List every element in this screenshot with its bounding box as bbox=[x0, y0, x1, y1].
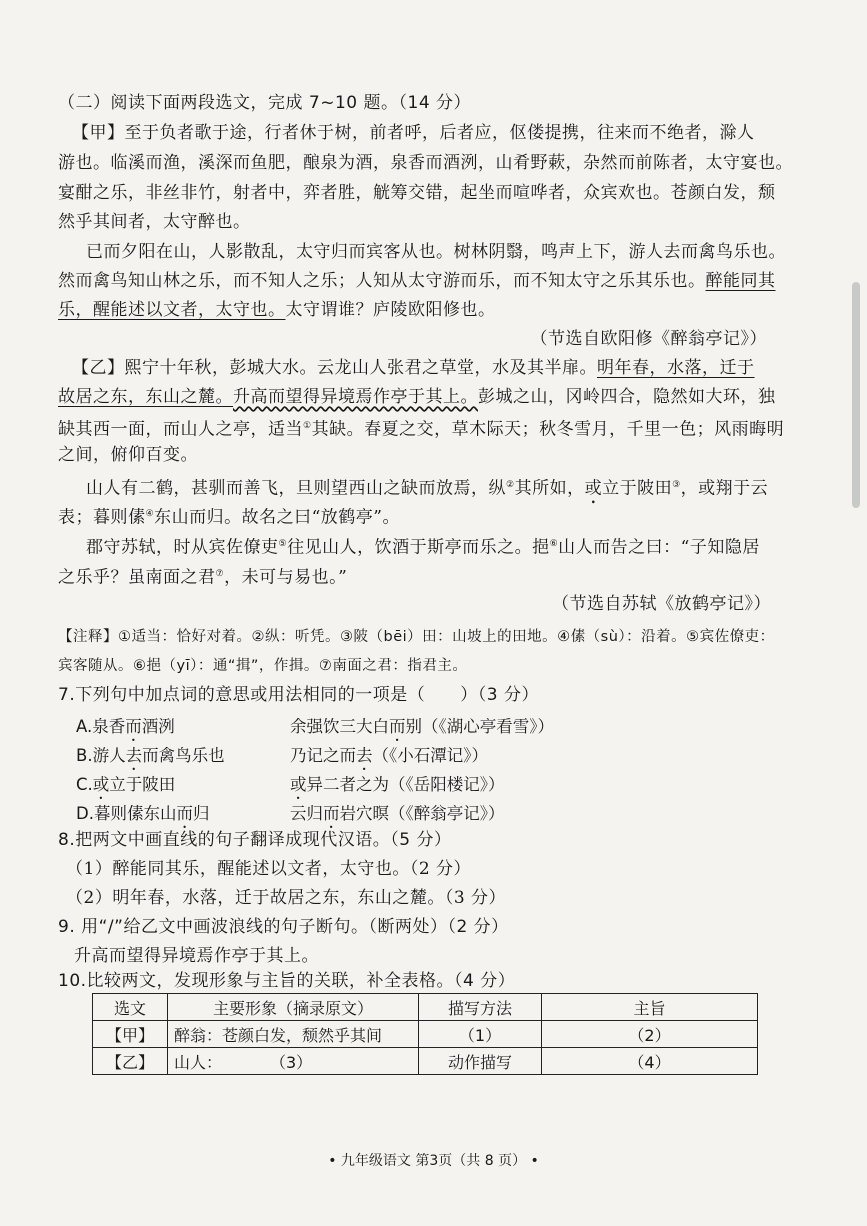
yi-p2-a: 山人有二鹤，甚驯而善飞，旦则望西山之缺而放焉，纵 bbox=[86, 478, 506, 499]
q7-option-d-left bbox=[76, 800, 209, 832]
q7-b-r-dotted: 去 bbox=[356, 746, 373, 765]
yi-p3-b: 往见山人，饮酒于斯亭而乐之。挹 bbox=[287, 537, 550, 558]
table-header-cell: 选文 bbox=[93, 994, 168, 1021]
scrollbar-thumb[interactable] bbox=[852, 282, 860, 508]
q7-c-pre: C. bbox=[76, 775, 93, 794]
jia-p2-line-2 bbox=[58, 270, 776, 292]
page-footer: • 九年级语文 第3页（共 8 页） • bbox=[328, 1153, 539, 1169]
table-cell: 醉翁：苍颜白发，颓然乎其间 bbox=[168, 1021, 419, 1048]
table-cell: 动作描写 bbox=[419, 1048, 542, 1075]
answer-blank[interactable]: （4） bbox=[542, 1048, 758, 1075]
note-ref-1: ① bbox=[303, 421, 312, 431]
q7-option-d-right bbox=[290, 800, 505, 832]
yi-p3-l2-a: 之乐乎？虽南面之君 bbox=[58, 567, 216, 588]
jia-p2-line-2-text: 然而禽鸟知山林之乐，而不知人之乐；人知从太守游而乐，而不知太守之乐其乐也。 bbox=[58, 271, 706, 291]
q7-d-pre: D.暮则傃东山 bbox=[76, 804, 177, 823]
q7-b-r-pre: 乃记之而 bbox=[290, 746, 356, 765]
q8-sub-1: （1）醉能同其乐，醒能述以文者，太守也。（2 分） bbox=[66, 859, 472, 879]
q7-option-a-left bbox=[76, 713, 175, 745]
yi-line-2 bbox=[58, 386, 776, 408]
yi-p3-c: 山人而告之曰：“子知隐居 bbox=[558, 537, 760, 558]
q7-c-r-post: 异二者之为（《岳阳楼记》） bbox=[306, 775, 505, 794]
q7-a-post: 酒洌 bbox=[141, 717, 175, 736]
yi-p3-l2-b: ，未可与易也。” bbox=[224, 567, 348, 588]
yi-p2-b: 其所如， bbox=[514, 478, 585, 499]
yi-underlined-part-2: 故居之东，东山之麓。 bbox=[58, 387, 233, 407]
q8-stem: 8.把两文中画直线的句子翻译成现代汉语。（5 分） bbox=[58, 830, 452, 850]
yi-wavy-sentence: 升高而望得异境焉作亭于其上。 bbox=[233, 387, 478, 407]
jia-p2-line-3 bbox=[58, 299, 496, 321]
yi-p2-d: 立于陂田 bbox=[602, 478, 673, 499]
note-ref-4: ④ bbox=[145, 509, 155, 519]
q7-b-pre: B.游人 bbox=[76, 746, 126, 765]
q7-option-c-right bbox=[290, 771, 505, 803]
yi-p3-line-2 bbox=[58, 563, 347, 589]
q7-d-r-pre: 云归 bbox=[290, 804, 323, 823]
yi-line-4: 之间，俯仰百变。 bbox=[58, 445, 198, 465]
dotted-word-huo: 或 bbox=[584, 478, 603, 499]
table-cell: 【乙】 bbox=[93, 1048, 168, 1075]
q7-d-r-dotted: 而 bbox=[323, 804, 340, 823]
q7-d-r-post: 岩穴暝（《醉翁亭记》） bbox=[339, 804, 505, 823]
table-header-cell: 主旨 bbox=[542, 994, 758, 1021]
q7-b-post: 而禽鸟乐也 bbox=[142, 746, 225, 765]
yi-line-3-b: 其缺。春夏之交，草木际天；秋冬雪月，千里一色；风雨晦明 bbox=[311, 419, 785, 440]
q7-a-pre: A.泉香 bbox=[76, 717, 126, 736]
yi-p3-line-1 bbox=[86, 533, 760, 559]
jia-line-4: 然乎其间者，太守醉也。 bbox=[58, 212, 251, 232]
q9-text: 升高而望得异境焉作亭于其上。 bbox=[74, 946, 319, 966]
table-header-cell: 主要形象（摘录原文） bbox=[168, 994, 419, 1021]
answer-blank[interactable]: 山人： （3） bbox=[168, 1048, 419, 1075]
table-header-cell: 描写方法 bbox=[419, 994, 542, 1021]
note-ref-5: ⑤ bbox=[278, 539, 288, 549]
jia-underlined-sentence-part-2: 乐，醒能述以文者，太守也。 bbox=[58, 300, 286, 320]
table-cell: 【甲】 bbox=[93, 1021, 168, 1048]
jia-p2-line-3-text: 太守谓谁？庐陵欧阳修也。 bbox=[285, 300, 496, 320]
yi-p2-e: ，或翔于云 bbox=[680, 478, 769, 499]
q7-a-r-pre: 余强饮三大白 bbox=[290, 717, 389, 736]
q7-b-dotted: 去 bbox=[125, 746, 143, 765]
note-ref-2: ② bbox=[506, 480, 515, 490]
q7-c-r-dotted: 或 bbox=[290, 775, 307, 794]
table-row bbox=[93, 1021, 758, 1048]
notes-line-1: 【注释】①适当：恰好对着。②纵：听凭。③陂（bēi）田：山坡上的田地。④傃（sù）：沿着。⑤宾佐僚吏： bbox=[58, 629, 775, 645]
q7-stem: 7.下列句中加点词的意思或用法相同的一项是（ ）（3 分） bbox=[58, 685, 539, 705]
yi-p3-a: 郡守苏轼，时从宾佐僚吏 bbox=[86, 537, 279, 558]
note-ref-7: ⑦ bbox=[215, 569, 225, 579]
q7-b-r-post: （《小石潭记》） bbox=[372, 746, 488, 765]
yi-line-1 bbox=[72, 357, 755, 379]
notes-line-2: 宾客随从。⑥挹（yī）：通“揖”，作揖。⑦南面之君：指君主。 bbox=[58, 658, 468, 674]
jia-line-3: 宴酣之乐，非丝非竹，射者中，弈者胜，觥筹交错，起坐而喧哗者，众宾欢也。苍颜白发，颓 bbox=[58, 183, 776, 203]
q7-a-dotted: 而 bbox=[125, 717, 142, 736]
q7-c-dotted: 或 bbox=[92, 775, 110, 794]
jia-p2-line-1: 已而夕阳在山，人影散乱，太守归而宾客从也。树林阴翳，鸣声上下，游人去而禽鸟乐也。 bbox=[86, 242, 786, 262]
q7-a-r-post: 别（《湖心亭看雪》） bbox=[405, 717, 554, 736]
yi-source: （节选自苏轼《放鹤亭记》） bbox=[552, 594, 771, 614]
table-row bbox=[93, 1048, 758, 1075]
yi-line-1-text: 【乙】熙宁十年秋，彭城大水。云龙山人张君之草堂，水及其半扉。 bbox=[72, 358, 597, 378]
yi-p2-line-2 bbox=[58, 503, 400, 529]
q7-option-b-left bbox=[76, 742, 225, 774]
q7-option-c-left bbox=[76, 771, 175, 803]
q7-d-dotted: 而 bbox=[176, 804, 193, 823]
answer-blank[interactable]: （2） bbox=[542, 1021, 758, 1048]
answer-blank[interactable]: （1） bbox=[419, 1021, 542, 1048]
yi-p2-l2-b: 东山而归。故名之曰“放鹤亭”。 bbox=[154, 507, 400, 528]
yi-underlined-part-1: 明年春，水落，迁于 bbox=[597, 358, 755, 378]
yi-p2-l2-a: 表；暮则傃 bbox=[58, 507, 146, 528]
yi-line-3 bbox=[58, 415, 784, 441]
jia-line-2: 游也。临溪而渔，溪深而鱼肥，酿泉为酒，泉香而酒洌，山肴野蔌，杂然而前陈者，太守宴也。 bbox=[58, 153, 793, 173]
q10-table bbox=[92, 993, 758, 1075]
q10-stem: 10.比较两文，发现形象与主旨的关联，补全表格。（4 分） bbox=[58, 971, 516, 991]
yi-line-2-text: 彭城之山，冈岭四合，隐然如大环，独 bbox=[478, 387, 776, 407]
note-ref-3: ③ bbox=[672, 480, 681, 490]
q7-option-a-right bbox=[290, 713, 554, 745]
jia-underlined-sentence-part-1: 醉能同其 bbox=[705, 271, 776, 291]
q7-a-r-dotted: 而 bbox=[389, 717, 406, 736]
q7-option-b-right bbox=[290, 742, 488, 774]
section-title: （二）阅读下面两段选文，完成 7~10 题。（14 分） bbox=[58, 93, 472, 113]
jia-source: （节选自欧阳修《醉翁亭记》） bbox=[530, 329, 767, 349]
yi-line-3-a: 缺其西一面，而山人之亭，适当 bbox=[58, 419, 303, 440]
q9-stem: 9. 用“/”给乙文中画波浪线的句子断句。（断两处）（2 分） bbox=[58, 917, 509, 937]
q7-c-post: 立于陂田 bbox=[109, 775, 176, 794]
table-header-row bbox=[93, 994, 758, 1021]
q7-d-post: 归 bbox=[192, 804, 210, 823]
note-ref-6: ⑥ bbox=[549, 539, 559, 549]
jia-line-1: 【甲】至于负者歌于途，行者休于树，前者呼，后者应，伛偻提携，往来而不绝者，滁人 bbox=[72, 123, 755, 143]
q8-sub-2: （2）明年春，水落，迁于故居之东，东山之麓。（3 分） bbox=[66, 888, 507, 908]
